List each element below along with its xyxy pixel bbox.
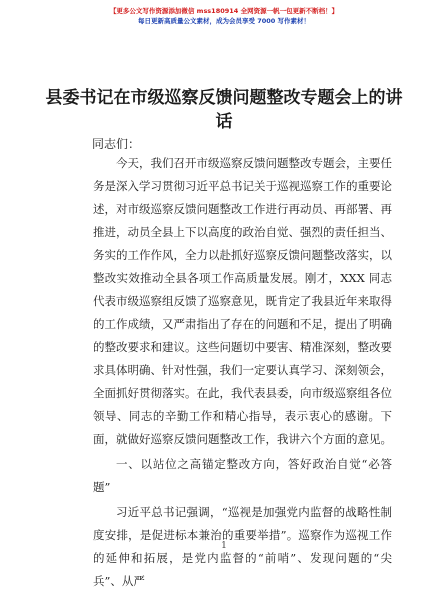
document-title: 县委书记在市级巡察反馈问题整改专题会上的讲话 — [45, 88, 403, 132]
salutation: 同志们： — [92, 137, 141, 151]
page-number: 1 — [221, 541, 227, 551]
paragraph-section-1: 习近平总书记强调，“巡视是加强党内监督的战略性制度安排，是促进标本兼治的重要举措”。巡察作为巡视工作的延伸和拓展，是党内监督的“前哨”、发现问题的“尖兵”、从严 — [93, 505, 392, 588]
banner-line-2: 每日更新高质量公文素材，成为会员享受 7000 写作素材！ — [137, 17, 311, 25]
banner-line-1: 【更多公文写作资源添加微信 mss180914 全网资源一帆一包更新不断档！】 — [109, 7, 339, 15]
header-banner — [0, 6, 448, 26]
section-heading: 一、以站位之高锚定整改方向，答好政治自觉“必答题” — [93, 457, 392, 494]
document-body — [93, 152, 392, 593]
paragraph-intro: 今天，我们召开市级巡察反馈问题整改专题会，主要任务是深入学习贯彻习近平总书记关于巡视巡察工作的重要论述，对市级巡察反馈问题整改工作进行再动员、再部署、再推进，动员全县上下以高度的政治自觉、强烈的责任担当、务实的工作作风，全力以赴抓好巡察反馈问题整改落实，以整改实效推动全县各项工作高质量发展。刚才，XXX 同志代表市级巡察组反馈了巡察意见，既肯定了我县近年来取得的工作成绩，又严肃指出了存在的问题和不足，提出了明确的整改要求和建议。这些问题切中要害、精准深刻，整改要求具体明确、针对性强，我们一定要认真学习、深刻领会，全面抓好贯彻落实。在此，我代表县委，向市级巡察组各位领导、同志的辛勤工作和精心指导，表示衷心的感谢。下面，就做好巡察反馈问题整改工作，我讲六个方面的意见。 — [93, 156, 392, 446]
